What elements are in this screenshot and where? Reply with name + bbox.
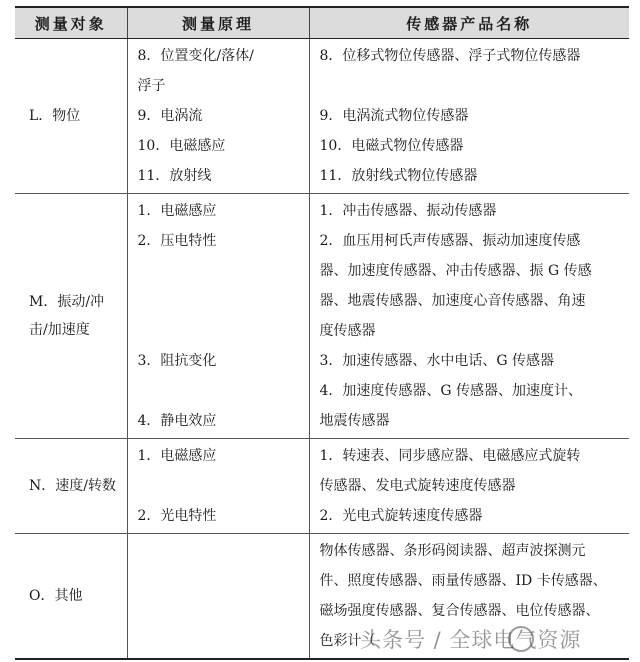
table-row — [15, 194, 629, 439]
product-line: 11．放射线式物位传感器 — [319, 168, 478, 184]
principle-cell — [127, 194, 309, 439]
product-cell — [309, 439, 629, 534]
product-line: 3．加速传感器、水中电话、G 传感器 — [319, 353, 555, 369]
principle-line: 1．电磁感应 — [137, 448, 217, 464]
principle-cell — [127, 534, 309, 660]
principle-line: 10．电磁感应 — [137, 138, 226, 154]
product-line: 色彩计（ — [319, 633, 376, 649]
principle-line: 8．位置变化/落体/ — [137, 48, 254, 64]
product-line: 件、照度传感器、雨量传感器、ID 卡传感器、 — [319, 573, 607, 589]
table-header-row — [15, 7, 629, 39]
principle-line — [138, 596, 301, 626]
product-line: 传感器、发电式旋转速度传感器 — [319, 478, 516, 494]
product-line: 2．血压用柯氏声传感器、振动加速度传感 — [319, 233, 581, 249]
product-cell — [309, 39, 629, 194]
watermark-text: 头条号 / 全球电气资源 — [360, 628, 582, 652]
principle-line: 4．静电效应 — [137, 413, 217, 429]
product-line: 器、地震传感器、加速度心音传感器、角速 — [319, 293, 586, 309]
product-line: 器、加速度传感器、冲击传感器、振 G 传感 — [319, 263, 592, 279]
product-line: 物体传感器、条形码阅读器、超声波探测元 — [319, 543, 586, 559]
product-line: 8．位移式物位传感器、浮子式物位传感器 — [319, 48, 581, 64]
table-row — [15, 439, 629, 534]
principle-line — [138, 256, 301, 286]
product-cell — [309, 194, 629, 439]
principle-line: 2．压电特性 — [137, 233, 217, 249]
product-line: 度传感器 — [319, 323, 376, 339]
header-principle: 测量原理 — [127, 7, 309, 39]
principle-line — [138, 536, 301, 566]
sensor-table — [15, 6, 629, 660]
principle-line — [138, 471, 301, 501]
product-line: 1．冲击传感器、振动传感器 — [319, 203, 497, 219]
product-line: 地震传感器 — [319, 413, 390, 429]
principle-cell — [127, 39, 309, 194]
measured-object-cell: O．其他 — [15, 534, 127, 660]
table-row — [15, 39, 629, 194]
product-line: 9．电涡流式物位传感器 — [319, 108, 469, 124]
measured-object-cell: M．振动/冲击/加速度 — [15, 194, 127, 439]
principle-line: 9．电涡流 — [137, 108, 203, 124]
principle-line: 3．阻抗变化 — [137, 353, 217, 369]
measured-object-cell: L．物位 — [15, 39, 127, 194]
product-line: 磁场强度传感器、复合传感器、电位传感器、 — [319, 603, 600, 619]
header-product: 传感器产品名称 — [309, 7, 629, 39]
product-line: 1．转速表、同步感应器、电磁感应式旋转 — [319, 448, 581, 464]
principle-line — [138, 566, 301, 596]
principle-line — [138, 286, 301, 316]
product-line: 10．电磁式物位传感器 — [319, 138, 464, 154]
principle-line — [138, 376, 301, 406]
product-line: 2．光电式旋转速度传感器 — [319, 508, 483, 524]
watermark-logo-icon — [508, 626, 534, 652]
principle-line: 11．放射线 — [137, 168, 212, 184]
principle-line: 浮子 — [137, 78, 166, 94]
principle-cell — [127, 439, 309, 534]
principle-line — [138, 316, 301, 346]
header-object: 测量对象 — [15, 7, 127, 39]
principle-line: 2．光电特性 — [137, 508, 217, 524]
principle-line — [138, 626, 301, 656]
principle-line: 1．电磁感应 — [137, 203, 217, 219]
product-line — [320, 71, 622, 101]
product-line: 4．加速度传感器、G 传感器、加速度计、 — [319, 383, 583, 399]
measured-object-cell: N．速度/转数 — [15, 439, 127, 534]
